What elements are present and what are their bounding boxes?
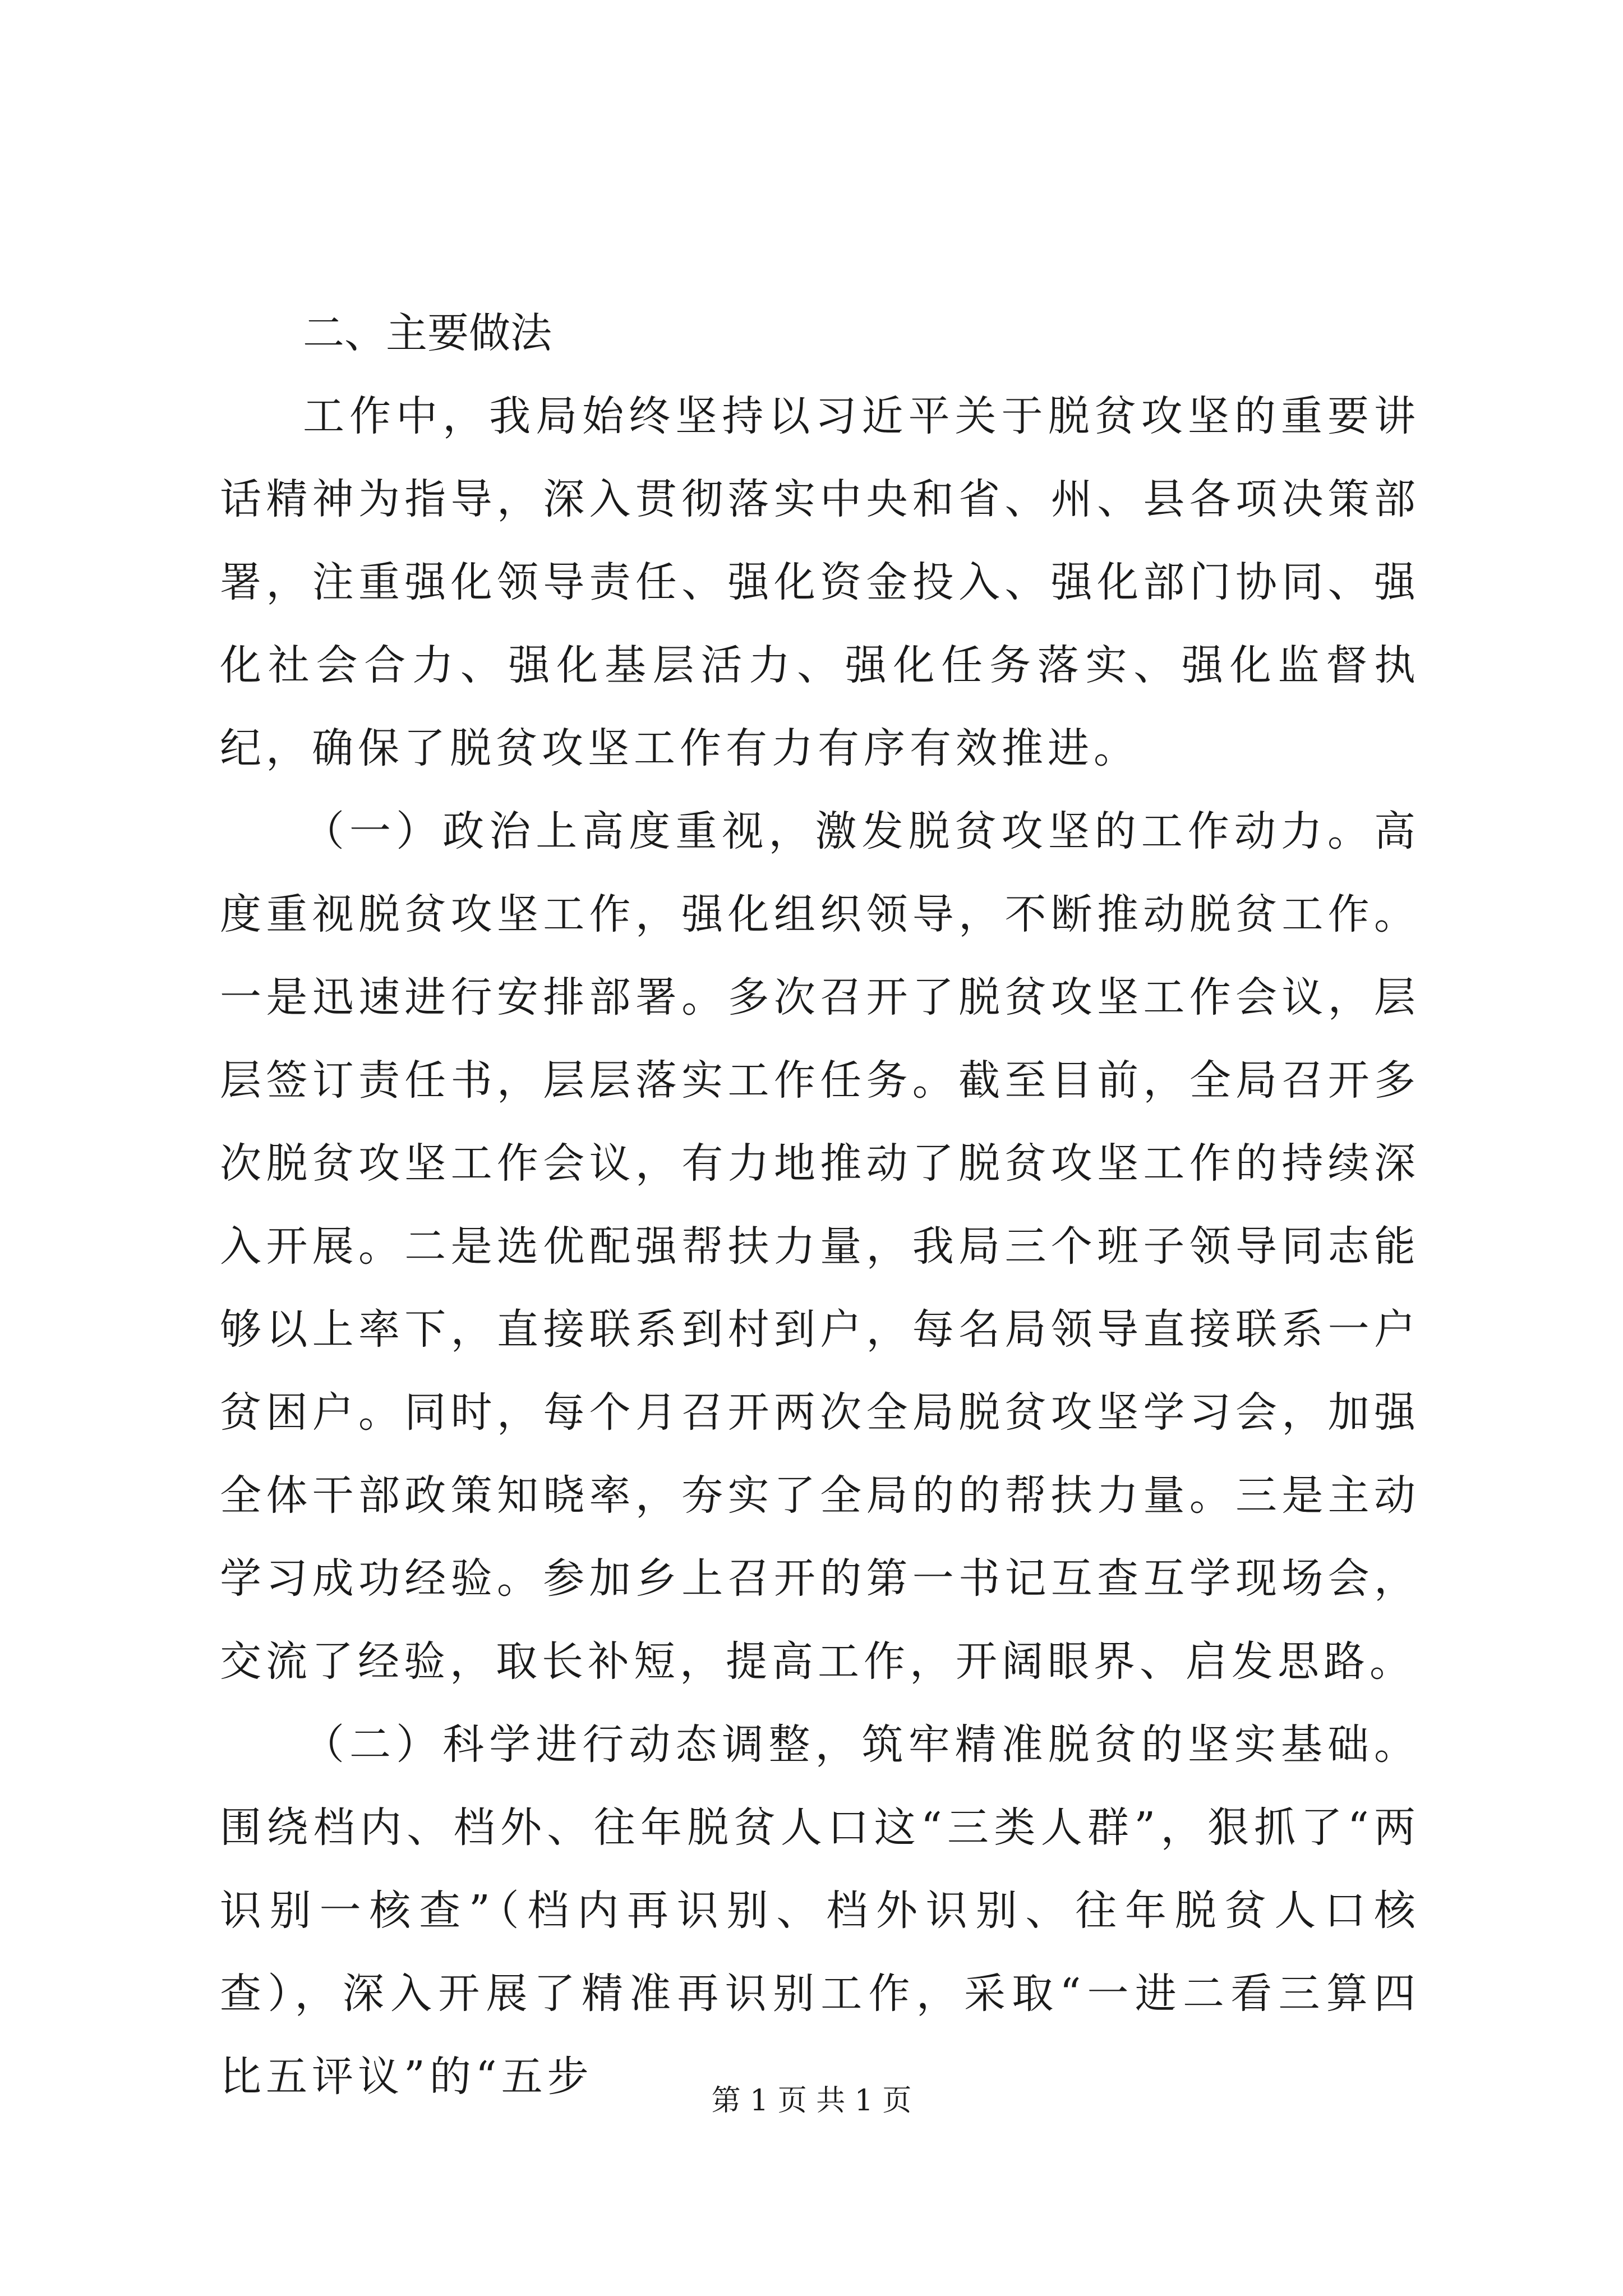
paragraph-intro: 工作中，我局始终坚持以习近平关于脱贫攻坚的重要讲话精神为指导，深入贯彻落实中央和省、州、县各项决策部署，注重强化领导责任、强化资金投入、强化部门协同、强化社会合力、强化基层活力、强化任务落实、强化监督执纪，确保了脱贫攻坚工作有力有序有效推进。 [220,392,1420,772]
document-body [220,292,1420,2118]
paragraph-section-two: （二）科学进行动态调整，筑牢精准脱贫的坚实基础。围绕档内、档外、往年脱贫人口这“三类人群”，狠抓了“两识别一核查”（档内再识别、档外识别、往年脱贫人口核查），深入开展了精准再识别工作，采取“一进二看三算四比五评议”的“五步 [220,1720,1420,2101]
paragraph-section-one: （一）政治上高度重视，激发脱贫攻坚的工作动力。高度重视脱贫攻坚工作，强化组织领导，不断推动脱贫工作。一是迅速进行安排部署。多次召开了脱贫攻坚工作会议，层层签订责任书，层层落实工作任务。截至目前，全局召开多次脱贫攻坚工作会议，有力地推动了脱贫攻坚工作的持续深入开展。二是选优配强帮扶力量，我局三个班子领导同志能够以上率下，直接联系到村到户，每名局领导直接联系一户贫困户。同时，每个月召开两次全局脱贫攻坚学习会，加强全体干部政策知晓率，夯实了全局的的帮扶力量。三是主动学习成功经验。参加乡上召开的第一书记互查互学现场会，交流了经验，取长补短，提高工作，开阔眼界、启发思路。 [220,807,1420,1686]
page-footer: 第 1 页 共 1 页 [711,2084,912,2118]
section-heading: 二、主要做法 [303,309,552,357]
